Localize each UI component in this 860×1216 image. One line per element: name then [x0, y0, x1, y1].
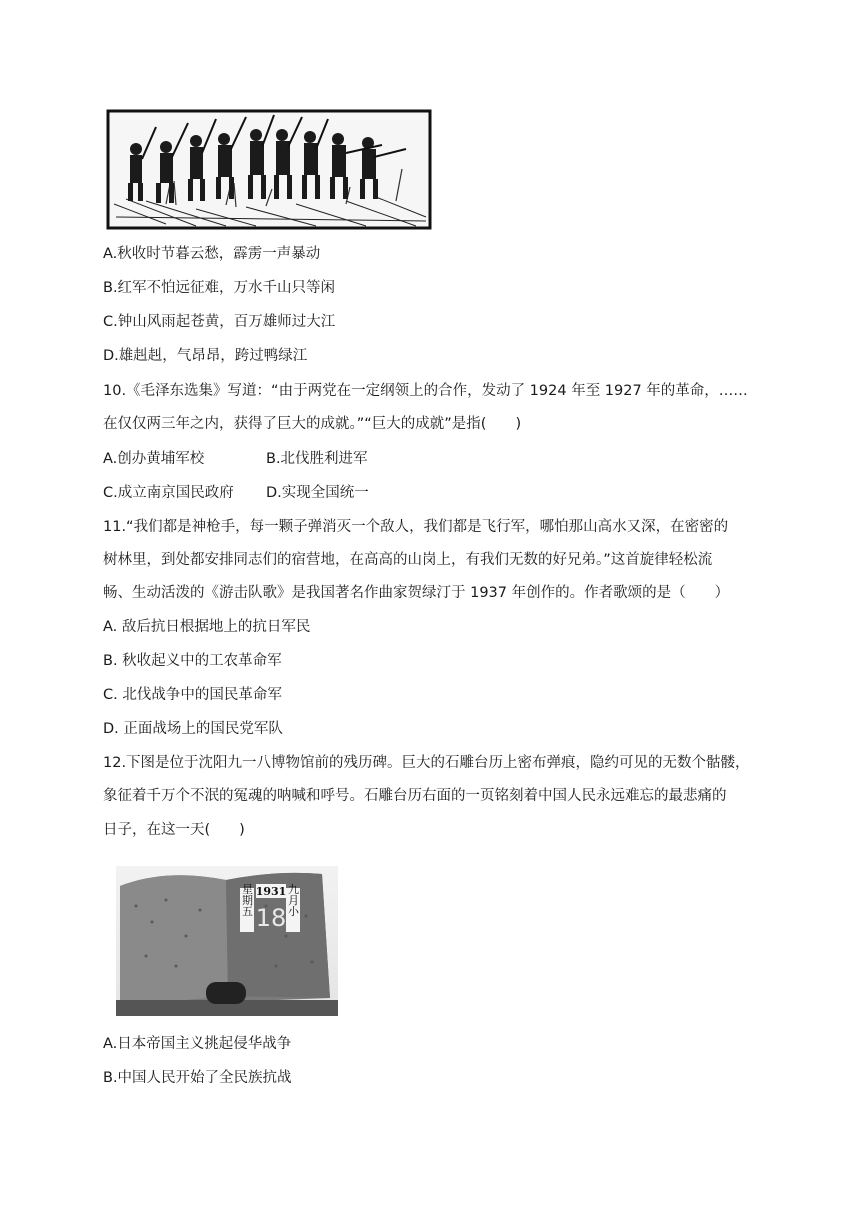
q12-option-a: A.日本帝国主义挑起侵华战争 [103, 1036, 292, 1052]
q11-option-a: A. 敌后抗日根据地上的抗日军民 [103, 619, 311, 635]
q9-option-a: A.秋收时节暮云愁，霹雳一声暴动 [103, 246, 321, 262]
q10-option-d: D.实现全国统一 [266, 485, 369, 501]
q11-stem-line3: 畅、生动活泼的《游击队歌》是我国著名作曲家贺绿汀于 1937 年创作的。作者歌颂的是（ ） [103, 585, 730, 601]
q12-option-b: B.中国人民开始了全民族抗战 [103, 1070, 292, 1086]
monument-year: 1931 [255, 885, 287, 898]
q10-options-row1 [103, 449, 368, 469]
monument-weekday: 星期五 [240, 883, 254, 917]
q11-option-d: D. 正面战场上的国民党军队 [103, 721, 283, 737]
q12-stem-line3: 日子，在这一天( ) [103, 822, 245, 838]
q10-stem-line1: 10.《毛泽东选集》写道：“由于两党在一定纲领上的合作，发动了 1924 年至 1927 年的革命，…… [103, 383, 748, 399]
q9-option-d: D.雄赳赳，气昂昂，跨过鸭绿江 [103, 348, 308, 364]
monument-day: 18 [255, 904, 287, 932]
q10-option-a: A.创办黄埔军校 [103, 451, 205, 467]
q11-stem-line1: 11.“我们都是神枪手，每一颗子弹消灭一个敌人，我们都是飞行军，哪怕那山高水又深，在密密的 [103, 519, 729, 535]
q9-option-c: C.钟山风雨起苍黄，百万雄师过大江 [103, 314, 336, 330]
q9-option-b: B.红军不怕远征难，万水千山只等闲 [103, 280, 336, 296]
q11-option-c: C. 北伐战争中的国民革命军 [103, 687, 282, 703]
monument-photo [116, 866, 338, 1016]
woodcut-illustration [106, 109, 432, 230]
q11-option-b: B. 秋收起义中的工农革命军 [103, 653, 282, 669]
monument-month: 九月小 [286, 883, 300, 917]
q12-stem-line1: 12.下图是位于沈阳九一八博物馆前的残历碑。巨大的石雕台历上密布弹痕，隐约可见的无数个骷髅， [103, 755, 750, 771]
q12-stem-line2: 象征着千万个不泯的冤魂的呐喊和呼号。石雕台历右面的一页铭刻着中国人民永远难忘的最悲痛的 [103, 788, 727, 804]
q10-stem-line2: 在仅仅两三年之内，获得了巨大的成就。”“巨大的成就”是指( ) [103, 416, 522, 432]
q10-option-c: C.成立南京国民政府 [103, 485, 234, 501]
q10-option-b: B.北伐胜利进军 [266, 451, 368, 467]
q10-options-row2 [103, 483, 369, 503]
q11-stem-line2: 树林里，到处都安排同志们的宿营地，在高高的山岗上，有我们无数的好兄弟。”这首旋律轻松流 [103, 552, 713, 568]
